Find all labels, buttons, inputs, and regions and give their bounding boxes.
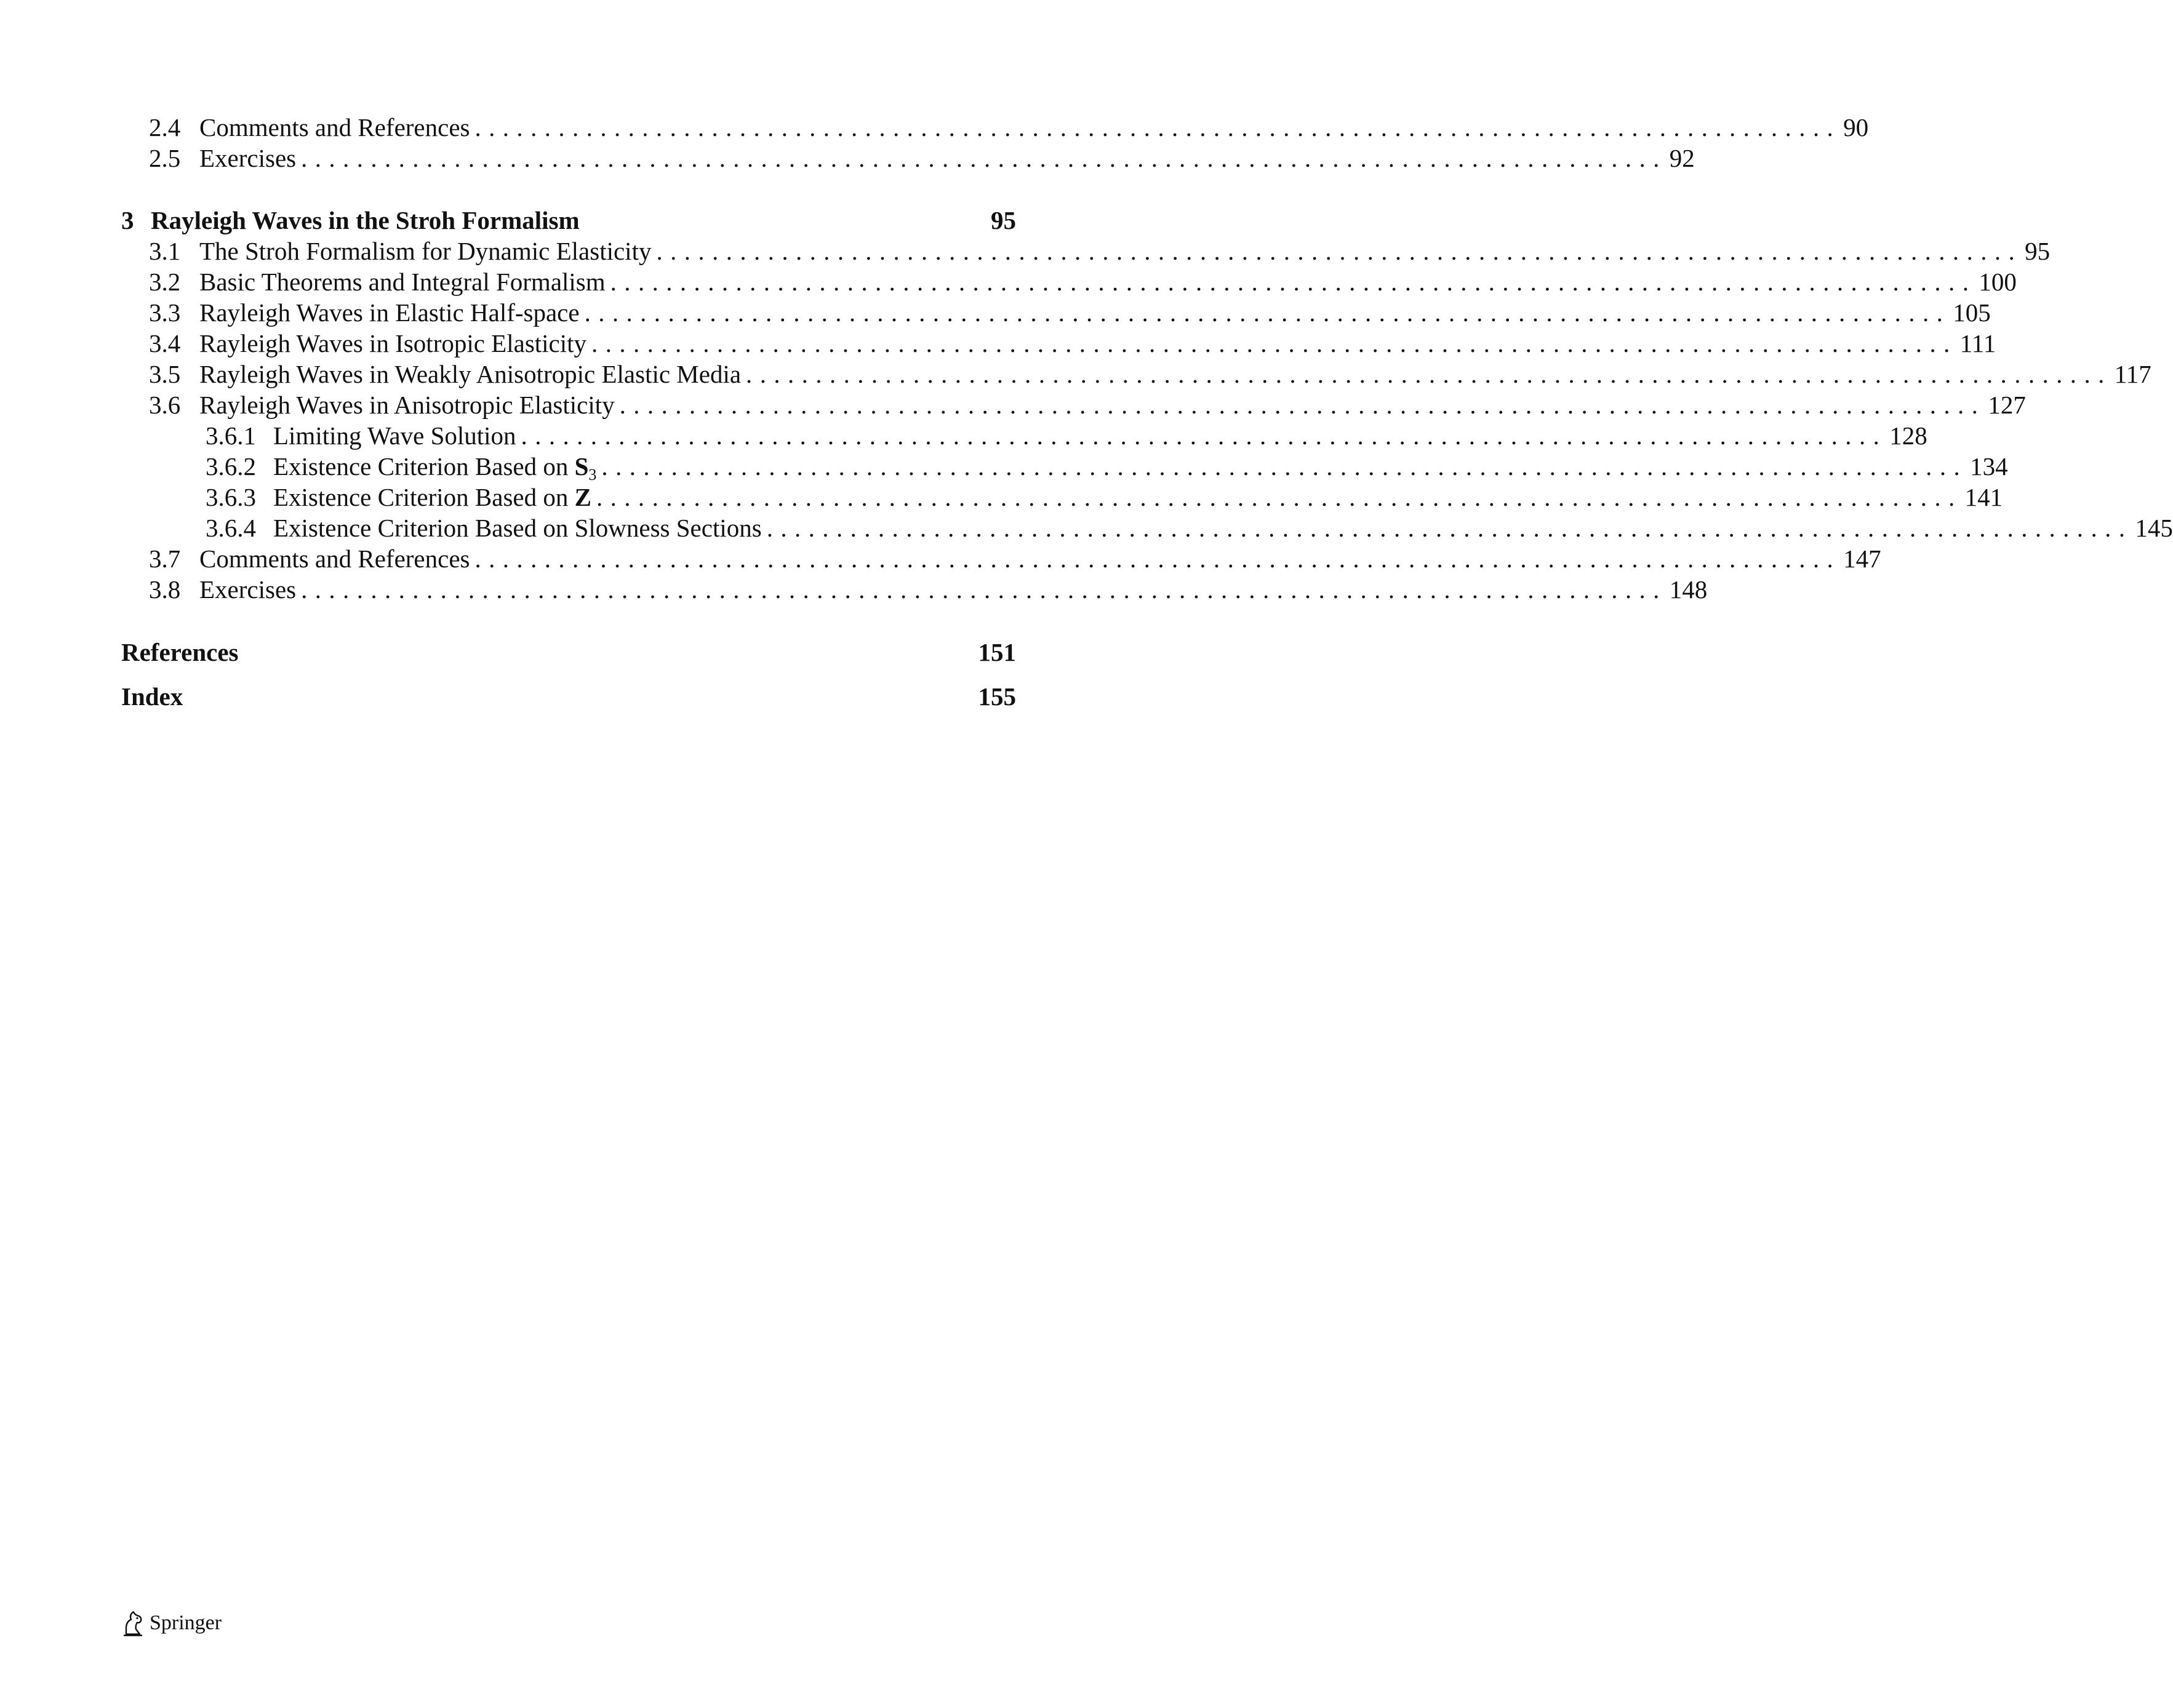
section-number: 2.4 [149,113,181,142]
dot-leader: .................................................................................................. [521,421,1887,450]
page-number: 117 [2114,360,2151,388]
page-number: 92 [1669,144,1695,172]
dot-leader: .................................................................................................. [746,360,2112,388]
page-number: 145 [2135,514,2173,542]
toc-entry-3-5[interactable] [121,358,2151,390]
toc-entry-3-1[interactable] [121,235,2051,267]
toc-entry-3-6-1[interactable] [121,420,1927,452]
toc-entry-3-6-3[interactable] [121,481,2003,513]
toc-entry-3-4[interactable] [121,327,1996,359]
toc-entry-3-6[interactable] [121,389,2026,421]
subsection-number: 3.6.3 [206,483,256,511]
toc-references[interactable] [121,636,1016,668]
math-subscript: 3 [588,466,597,484]
section-number: 3.7 [149,545,181,573]
page-number: 155 [978,682,1016,711]
toc-entry-3-2[interactable] [121,266,2017,298]
section-title: Rayleigh Waves in Weakly Anisotropic Elastic Media [199,360,742,388]
toc-entry-3-7[interactable] [121,543,1881,575]
page-number: 134 [1970,452,2008,481]
toc-entry-2-4[interactable] [121,111,1869,143]
page-number: 128 [1889,421,1927,450]
section-number: 2.5 [149,144,181,172]
section-number: 3.8 [149,575,181,604]
section-number: 3.6 [149,391,181,419]
dot-leader: .................................................................................................. [766,514,2133,542]
subsection-title: Limiting Wave Solution [273,421,516,450]
chapter-title: References [121,638,239,666]
page-number: 95 [2025,237,2051,265]
math-symbol: Z [574,483,591,511]
subsection-title: Existence Criterion Based on Slowness Sections [273,514,762,542]
dot-leader: .................................................................................................. [596,483,1963,511]
page-number: 147 [1843,545,1881,573]
dot-leader: .................................................................................................. [301,144,1667,172]
section-number: 3.1 [149,237,181,265]
page-number: 105 [1953,298,1991,327]
dot-leader: .................................................................................................. [474,545,1841,573]
page-number: 90 [1843,113,1869,142]
dot-leader: .................................................................................................. [474,113,1841,142]
chapter-title: Index [121,682,183,711]
toc-chapter-3[interactable] [121,204,1016,236]
section-number: 3.4 [149,329,181,357]
math-symbol: S [574,452,589,481]
dot-leader: .................................................................................................. [656,237,2023,265]
toc-entry-3-3[interactable] [121,297,1991,329]
subsection-title: Existence Criterion Based on $S_3$ [273,452,597,484]
section-number: 3.2 [149,268,181,296]
page-number: 95 [991,206,1016,234]
toc-entry-2-5[interactable] [121,142,1695,174]
dot-leader: .................................................................................................. [610,268,1977,296]
chapter-title: Rayleigh Waves in the Stroh Formalism [151,206,580,234]
dot-leader: .................................................................................................. [591,329,1958,357]
subsection-number: 3.6.2 [206,452,256,481]
toc-entry-3-6-4[interactable] [121,512,2173,544]
page-number: 141 [1964,483,2003,511]
page-number: 111 [1959,329,1996,357]
section-title: Rayleigh Waves in Anisotropic Elasticity [199,391,615,419]
page-number: 127 [1988,391,2026,419]
dot-leader: .................................................................................................. [301,575,1667,604]
dot-leader: .................................................................................................. [619,391,1986,419]
section-title: Basic Theorems and Integral Formalism [199,268,606,296]
section-title: Comments and References [199,545,470,573]
publisher-footer [121,1606,222,1640]
page-number: 151 [978,638,1016,666]
toc-index[interactable] [121,680,1016,712]
section-title: Rayleigh Waves in Isotropic Elasticity [199,329,587,357]
section-title: Exercises [199,575,297,604]
subsection-number: 3.6.4 [206,514,256,542]
toc-entry-3-6-2[interactable] [121,450,2008,484]
section-number: 3.5 [149,360,181,388]
subsection-title: Existence Criterion Based on Z [273,483,591,511]
dot-leader: .................................................................................................. [584,298,1951,327]
springer-horse-icon [121,1610,145,1637]
publisher-name: Springer [150,1611,222,1634]
section-title: Exercises [199,144,297,172]
section-title: The Stroh Formalism for Dynamic Elasticity [199,237,652,265]
section-title: Comments and References [199,113,470,142]
page-number: 148 [1669,575,1708,604]
toc-entry-3-8[interactable] [121,573,1708,605]
subsection-number: 3.6.1 [206,421,256,450]
section-title: Rayleigh Waves in Elastic Half-space [199,298,580,327]
chapter-number: 3 [121,206,134,234]
page-number: 100 [1979,268,2017,296]
dot-leader: .................................................................................................. [601,452,1968,481]
section-number: 3.3 [149,298,181,327]
